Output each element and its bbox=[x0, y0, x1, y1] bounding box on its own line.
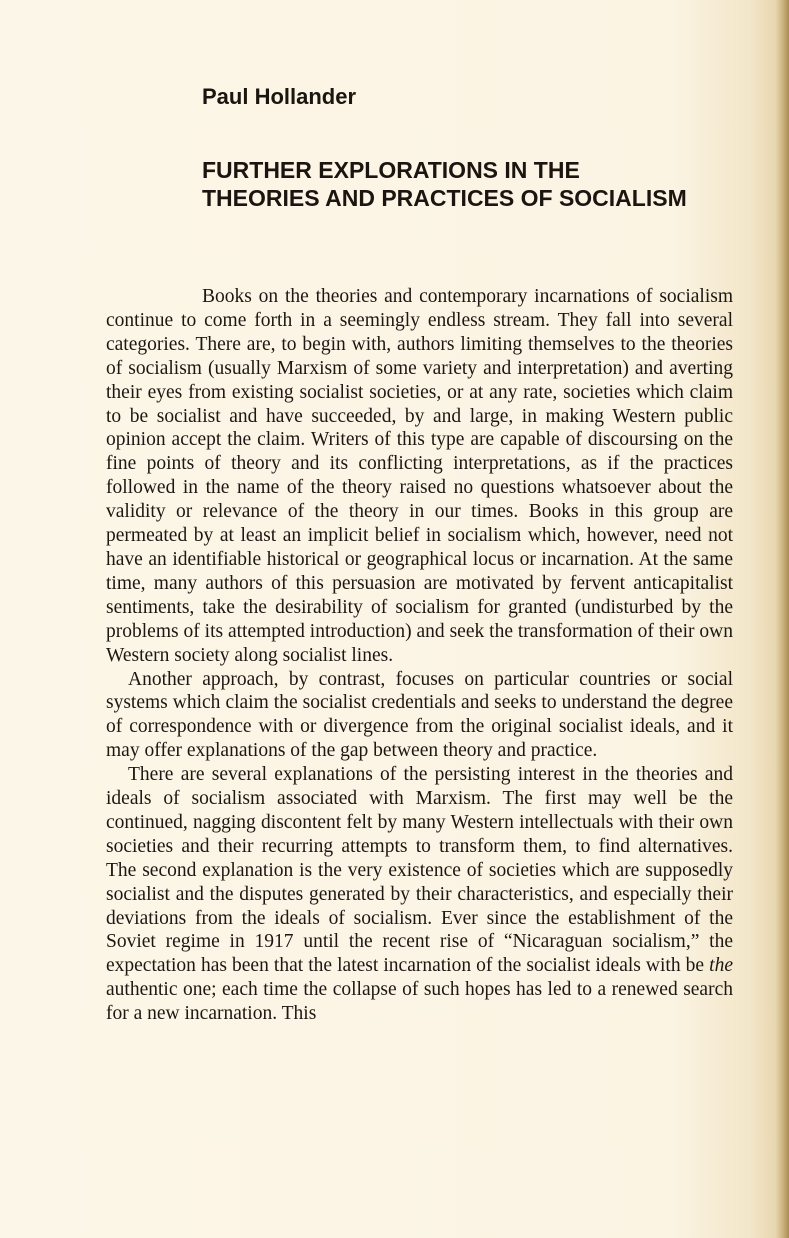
article-title bbox=[202, 156, 762, 212]
paragraph-1: Books on the theories and contemporary incarnations of socialism continue to come forth in a seemingly endless stream. They fall into several categories. There are, to begin with, authors limiting themselves to the theories of socialism (usually Marxism of some variety and interpretation) and averting their eyes from existing socialist societies, or at any rate, societies which claim to be socialist and have succeeded, by and large, in making Western public opinion accept the claim. Writers of this type are capable of discoursing on the fine points of theory and its conflicting interpretations, as if the practices followed in the name of the theory raised no questions whatsoever about the validity or relevance of the theory in our times. Books in this group are permeated by at least an implicit belief in socialism which, however, need not have an identifiable historical or geographical locus or incarnation. At the same time, many authors of this persuasion are motivated by fervent anticapitalist sentiments, take the desirability of socialism for granted (undisturbed by the problems of its attempted introduction) and seek the transformation of their own Western society along socialist lines. bbox=[106, 286, 733, 666]
paragraph-3-before: There are several explanations of the persisting interest in the theories and ideals of socialism associated with Marxism. The first may well be the continued, nagging discontent felt by many Western intellectuals with their own societies and their recurring attempts to transform them, to find alternatives. The second explanation is the very existence of societies which are supposedly socialist and the disputes generated by their characteristics, and especially their deviations from the ideals of socialism. Ever since the establishment of the Soviet regime in 1917 until the recent rise of “Nicaraguan socialism,” the expectation has been that the latest incarnation of the socialist ideals with be bbox=[106, 764, 733, 977]
paragraph-3-emphasis: the bbox=[709, 955, 733, 977]
paragraph-3-after: authentic one; each time the collapse of such hopes has led to a renewed search for a new incarnation. This bbox=[106, 979, 733, 1025]
book-spine-edge bbox=[775, 0, 789, 1238]
article-body bbox=[106, 285, 733, 1026]
title-line-2: THEORIES AND PRACTICES OF SOCIALISM bbox=[202, 185, 687, 211]
title-line-1: FURTHER EXPLORATIONS IN THE bbox=[202, 157, 580, 183]
paragraph-2: Another approach, by contrast, focuses on particular countries or social systems which claim the socialist credentials and seeks to understand the degree of correspondence with or divergence from the original socialist ideals, and it may offer explanations of the gap between theory and practice. bbox=[106, 668, 733, 762]
paragraph-3 bbox=[106, 763, 733, 1026]
author-name: Paul Hollander bbox=[202, 84, 357, 109]
